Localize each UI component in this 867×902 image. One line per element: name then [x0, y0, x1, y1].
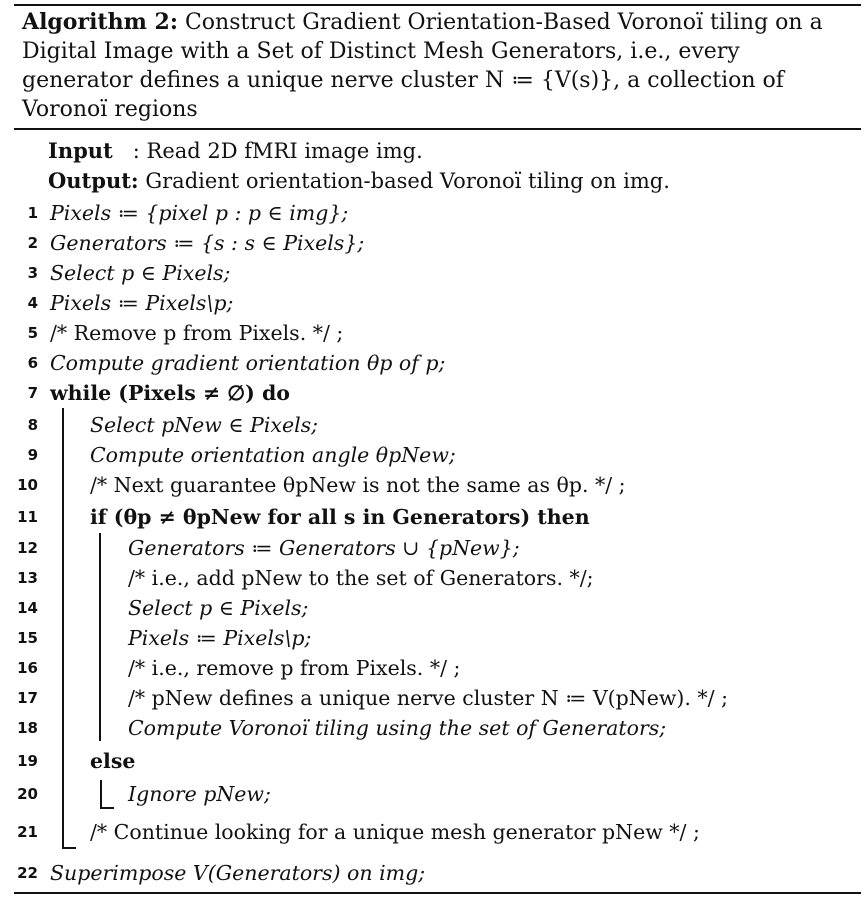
line-text: Pixels ≔ {pixel p : p ∈ img};: [50, 201, 349, 225]
input-label: Input: [48, 138, 113, 163]
line-number: 13: [17, 569, 38, 587]
line-number: 12: [17, 539, 38, 557]
line-text: /* Next guarantee θpNew is not the same as θp. */ ;: [90, 473, 626, 497]
line-text: Select p ∈ Pixels;: [50, 261, 231, 285]
input-text: : Read 2D fMRI image img.: [132, 139, 423, 163]
line-number: 20: [17, 785, 38, 803]
line-text: else: [90, 749, 136, 773]
line-text: /* pNew defines a unique nerve cluster N ≔ V(pNew). */ ;: [128, 686, 729, 710]
line-number: 1: [27, 204, 38, 222]
output-label: Output:: [48, 168, 139, 193]
line-text: Superimpose V(Generators) on img;: [50, 861, 426, 885]
line-number: 22: [17, 864, 38, 882]
line-number: 18: [17, 719, 38, 737]
line-number: 9: [27, 446, 38, 464]
line-number: 11: [17, 508, 38, 526]
line-text: Generators ≔ Generators ∪ {pNew};: [128, 536, 520, 560]
line-text: /* Continue looking for a unique mesh generator pNew */ ;: [90, 820, 700, 844]
line-number: 4: [27, 294, 38, 312]
algorithm-caption: [22, 8, 844, 124]
line-text: Select p ∈ Pixels;: [128, 596, 309, 620]
top-rule: [14, 4, 861, 6]
line-text: Pixels ≔ Pixels\p;: [128, 626, 312, 650]
line-text: /* Remove p from Pixels. */ ;: [50, 321, 344, 345]
line-text: /* i.e., remove p from Pixels. */ ;: [128, 656, 461, 680]
line-number: 16: [17, 659, 38, 677]
if-block-bar: [99, 533, 101, 741]
line-number: 5: [27, 324, 38, 342]
line-number: 10: [17, 476, 38, 494]
line-text: Pixels ≔ Pixels\p;: [50, 291, 234, 315]
line-number: 3: [27, 264, 38, 282]
line-number: 14: [17, 599, 38, 617]
line-text: Compute gradient orientation θp of p;: [50, 351, 446, 375]
line-text: Select pNew ∈ Pixels;: [90, 413, 319, 437]
line-number: 21: [17, 823, 38, 841]
line-number: 19: [17, 752, 38, 770]
line-text: while (Pixels ≠ ∅) do: [50, 381, 290, 405]
output-text: Gradient orientation-based Voronoï tiling on img.: [145, 169, 670, 193]
line-number: 2: [27, 234, 38, 252]
while-block-end: [62, 847, 76, 849]
else-block-bar: [100, 780, 102, 808]
line-number: 17: [17, 689, 38, 707]
line-text: Generators ≔ {s : s ∈ Pixels};: [50, 231, 365, 255]
algorithm-title: Construct Gradient Orientation-Based Voronoï tiling on a Digital Image with a Set of Distinct Mesh Generators, i.e., every generator defines a unique nerve cluster N ≔ {V(s)}, a collection of Voronoï regions: [22, 10, 823, 122]
line-text: /* i.e., add pNew to the set of Generators. */;: [128, 566, 594, 590]
line-text: Compute orientation angle θpNew;: [90, 443, 456, 467]
bottom-rule: [14, 892, 861, 894]
while-block-bar: [62, 408, 64, 848]
output-line: [48, 168, 670, 193]
line-number: 7: [27, 384, 38, 402]
line-number: 6: [27, 354, 38, 372]
line-number: 15: [17, 629, 38, 647]
else-block-end: [100, 807, 114, 809]
algorithm-label: Algorithm 2:: [22, 9, 178, 35]
line-text: Ignore pNew;: [128, 782, 271, 806]
line-number: 8: [27, 416, 38, 434]
line-text: Compute Voronoï tiling using the set of Generators;: [128, 716, 667, 740]
input-line: [48, 138, 423, 163]
caption-rule: [14, 128, 861, 130]
line-text: if (θp ≠ θpNew for all s in Generators) then: [90, 505, 590, 529]
